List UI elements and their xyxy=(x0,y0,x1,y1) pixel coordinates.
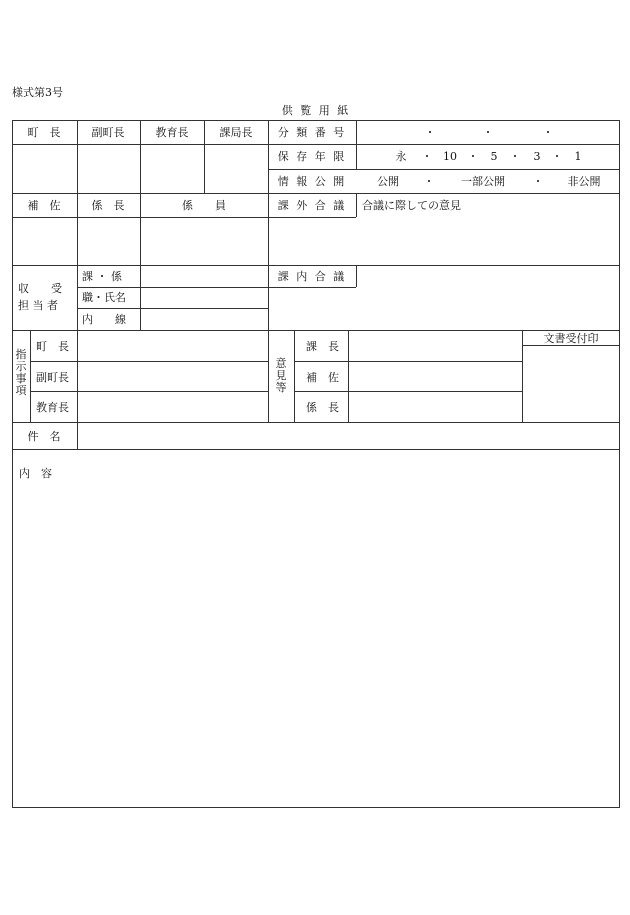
approver-fukucho-stamp[interactable] xyxy=(78,145,139,192)
instruction-kyoikucho-label: 教育長 xyxy=(36,401,69,414)
receipt-stamp-area[interactable] xyxy=(523,346,619,421)
retention-option[interactable]: 永 xyxy=(395,150,407,163)
retention-sep: ・ xyxy=(509,150,521,163)
staff-kakaricho-stamp[interactable] xyxy=(78,218,139,264)
retention-option[interactable]: 10 xyxy=(443,150,457,163)
staff-hosa-stamp[interactable] xyxy=(13,218,76,264)
disclosure-option-public[interactable]: 公開 xyxy=(377,175,399,188)
classification-dot: ・ xyxy=(542,126,554,139)
staff-hosa-label: 補 佐 xyxy=(27,199,61,212)
retention-sep: ・ xyxy=(551,150,563,163)
external-consult-label: 課 外 合 議 xyxy=(277,199,347,212)
retention-option[interactable]: 1 xyxy=(574,150,582,163)
approver-kyoikucho-stamp[interactable] xyxy=(141,145,203,192)
subject-label: 件 名 xyxy=(27,430,61,443)
opinion-hosa-label: 補 佐 xyxy=(306,371,339,384)
subject-field[interactable] xyxy=(78,423,619,448)
retention-sep: ・ xyxy=(421,150,433,163)
staff-kakaricho-label: 係 長 xyxy=(91,199,125,212)
staff-kakariin-stamp[interactable] xyxy=(141,218,267,264)
internal-consult-field[interactable] xyxy=(357,266,619,329)
receiver-naisen-field[interactable] xyxy=(141,309,267,329)
page-title: 供 覧 用 紙 xyxy=(281,104,351,117)
approver-kakyokucho-label: 課局長 xyxy=(219,126,253,139)
instruction-cho-field[interactable] xyxy=(78,331,267,360)
opinion-kacho-label: 課 長 xyxy=(306,340,339,353)
external-consult-opinion-label: 合議に際しての意見 xyxy=(362,199,461,212)
content-label: 内 容 xyxy=(19,467,52,480)
approver-cho-label: 町 長 xyxy=(27,126,61,139)
opinion-kakaricho-label: 係 長 xyxy=(306,401,339,414)
receiver-shoku-shimei-label: 職・氏名 xyxy=(82,291,126,304)
receiver-ka-kakari-label: 課 ・ 係 xyxy=(82,270,122,283)
retention-sep: ・ xyxy=(467,150,479,163)
receiver-label-top: 収 受 xyxy=(18,282,62,295)
classification-field[interactable] xyxy=(357,121,619,143)
opinion-kakaricho-field[interactable] xyxy=(349,392,521,421)
approver-cho-stamp[interactable] xyxy=(13,145,76,192)
approver-fukucho-label: 副町長 xyxy=(91,126,125,139)
receiver-label-bottom: 担 当 者 xyxy=(18,299,58,312)
disclosure-label: 情 報 公 開 xyxy=(277,175,347,188)
approver-kakyokucho-stamp[interactable] xyxy=(205,145,267,192)
disclosure-option-partial[interactable]: 一部公開 xyxy=(461,175,505,188)
retention-option[interactable]: 3 xyxy=(533,150,541,163)
instruction-cho-label: 町 長 xyxy=(36,340,69,353)
opinion-kacho-field[interactable] xyxy=(349,331,521,360)
opinion-hosa-field[interactable] xyxy=(349,362,521,390)
retention-option[interactable]: 5 xyxy=(490,150,498,163)
instruction-fukucho-field[interactable] xyxy=(78,362,267,390)
disclosure-sep: ・ xyxy=(423,175,435,188)
content-field[interactable] xyxy=(13,450,619,807)
disclosure-option-private[interactable]: 非公開 xyxy=(567,175,601,188)
staff-kakariin-label: 係 員 xyxy=(182,199,226,212)
instructions-label: 指示事項 xyxy=(15,348,27,397)
classification-dot: ・ xyxy=(424,126,436,139)
classification-dot: ・ xyxy=(482,126,494,139)
instruction-kyoikucho-field[interactable] xyxy=(78,392,267,421)
form-number: 様式第3号 xyxy=(12,86,63,99)
receiver-ka-kakari-field[interactable] xyxy=(141,266,267,286)
receiver-naisen-label: 内 線 xyxy=(82,313,126,326)
external-consult-field[interactable] xyxy=(269,218,619,264)
classification-label: 分 類 番 号 xyxy=(277,126,347,139)
receiver-shoku-shimei-field[interactable] xyxy=(141,288,267,307)
disclosure-sep: ・ xyxy=(532,175,544,188)
disclosure-options[interactable] xyxy=(357,170,619,192)
receipt-stamp-label: 文書受付印 xyxy=(543,332,599,345)
instruction-fukucho-label: 副町長 xyxy=(36,371,69,384)
internal-consult-label: 課 内 合 議 xyxy=(277,270,347,283)
retention-options[interactable] xyxy=(357,145,619,168)
approver-kyoikucho-label: 教育長 xyxy=(155,126,189,139)
retention-label: 保 存 年 限 xyxy=(277,150,347,163)
opinions-label: 意見等 xyxy=(275,357,287,394)
